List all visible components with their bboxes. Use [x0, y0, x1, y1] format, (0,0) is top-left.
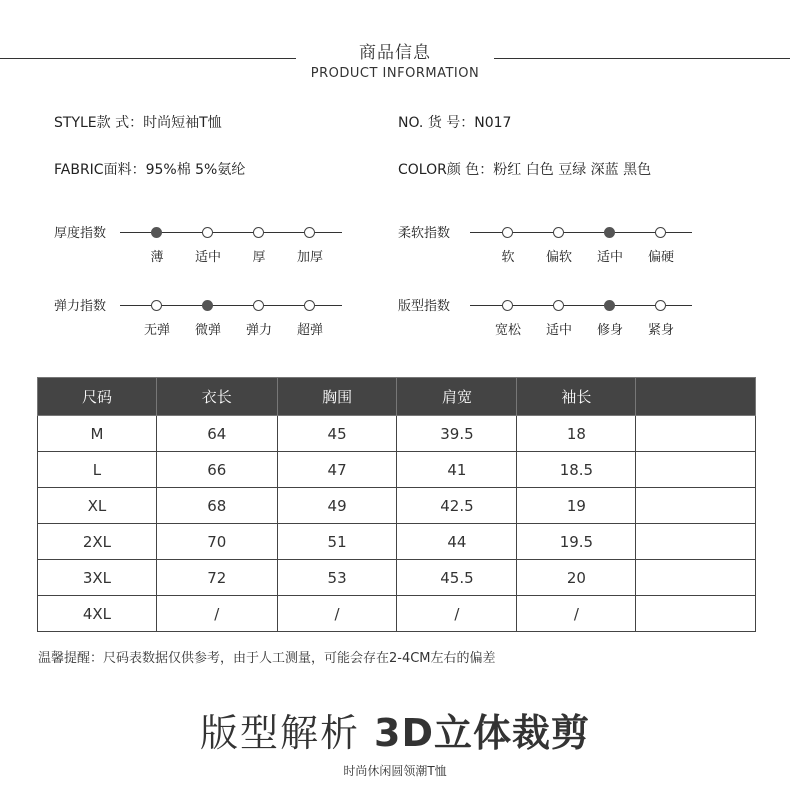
item-number-info: NO. 货 号：N017	[398, 115, 512, 131]
table-cell: /	[517, 596, 636, 632]
fit-scale-option: 宽松	[494, 323, 521, 338]
table-row	[38, 560, 756, 596]
table-cell: 3XL	[38, 560, 157, 596]
table-cell	[636, 524, 756, 560]
table-cell: 18	[517, 416, 636, 452]
elasticity-scale-dot	[202, 300, 213, 311]
header-size: 尺码	[38, 378, 157, 416]
fit-scale-dot	[604, 300, 615, 311]
table-cell	[636, 488, 756, 524]
table-cell: 42.5	[397, 488, 517, 524]
size-table-header	[38, 378, 756, 416]
table-cell: 41	[397, 452, 517, 488]
fit-scale-dot	[553, 300, 564, 311]
table-cell	[636, 596, 756, 632]
table-cell: 19	[517, 488, 636, 524]
fit-analysis-title-bold: 3D立体裁剪	[374, 711, 591, 755]
table-cell: 45	[277, 416, 397, 452]
fit-analysis-title-light: 版型解析	[199, 711, 375, 755]
table-cell: 19.5	[517, 524, 636, 560]
softness-scale-dot	[655, 227, 666, 238]
table-cell	[636, 560, 756, 596]
table-cell: 53	[277, 560, 397, 596]
size-table	[37, 377, 756, 632]
elasticity-scale-dot	[304, 300, 315, 311]
thickness-scale-label: 厚度指数	[54, 226, 107, 241]
table-cell: 44	[397, 524, 517, 560]
size-note: 温馨提醒：尺码表数据仅供参考，由于人工测量，可能会存在2-4CM左右的偏差	[38, 651, 496, 666]
fit-scale-option: 修身	[596, 323, 623, 338]
table-cell: 70	[156, 524, 277, 560]
table-cell: 51	[277, 524, 397, 560]
table-cell	[636, 416, 756, 452]
table-cell: 66	[156, 452, 277, 488]
fit-scale-option: 紧身	[647, 323, 674, 338]
thickness-scale-option: 厚	[252, 250, 266, 265]
elasticity-scale-dot	[253, 300, 264, 311]
thickness-scale-option: 薄	[150, 250, 164, 265]
fit-scale-dot	[502, 300, 513, 311]
header-sleeve: 袖长	[517, 378, 636, 416]
fit-analysis-title	[0, 702, 790, 757]
thickness-scale-dot	[304, 227, 315, 238]
thickness-scale-option: 适中	[194, 250, 221, 265]
table-row	[38, 524, 756, 560]
table-row	[38, 452, 756, 488]
header-chest: 胸围	[277, 378, 397, 416]
fit-scale-option: 适中	[545, 323, 572, 338]
table-cell: /	[277, 596, 397, 632]
thickness-scale-dot	[202, 227, 213, 238]
softness-scale-option: 偏软	[545, 250, 572, 265]
table-cell: 39.5	[397, 416, 517, 452]
fit-scale-label: 版型指数	[398, 299, 451, 314]
table-row	[38, 596, 756, 632]
elasticity-scale-option: 无弹	[143, 323, 170, 338]
softness-scale-dot	[553, 227, 564, 238]
table-cell: 47	[277, 452, 397, 488]
fit-analysis-subtitle: 时尚休闲圆领潮T恤	[343, 764, 447, 778]
softness-scale-option: 适中	[596, 250, 623, 265]
style-info: STYLE款 式：时尚短袖T恤	[54, 115, 222, 131]
thickness-scale-option: 加厚	[296, 250, 323, 265]
section-subtitle: PRODUCT INFORMATION	[310, 66, 480, 81]
header-shoulder: 肩宽	[397, 378, 517, 416]
table-cell	[636, 452, 756, 488]
table-cell: 64	[156, 416, 277, 452]
softness-scale-dot	[604, 227, 615, 238]
header-length: 衣长	[156, 378, 277, 416]
elasticity-scale-option: 超弹	[296, 323, 323, 338]
elasticity-scale-option: 弹力	[245, 323, 272, 338]
fabric-info: FABRIC面料：95%棉 5%氨纶	[54, 162, 246, 178]
table-cell: L	[38, 452, 157, 488]
table-cell: M	[38, 416, 157, 452]
table-cell: 45.5	[397, 560, 517, 596]
softness-scale-option: 偏硬	[647, 250, 674, 265]
softness-scale-label: 柔软指数	[398, 226, 451, 241]
table-cell: 18.5	[517, 452, 636, 488]
table-cell: XL	[38, 488, 157, 524]
table-row	[38, 488, 756, 524]
thickness-scale-dot	[253, 227, 264, 238]
table-cell: 49	[277, 488, 397, 524]
thickness-scale-dot	[151, 227, 162, 238]
table-cell: 2XL	[38, 524, 157, 560]
table-cell: /	[397, 596, 517, 632]
elasticity-scale-dot	[151, 300, 162, 311]
table-row	[38, 416, 756, 452]
table-cell: 72	[156, 560, 277, 596]
softness-scale-option: 软	[501, 250, 515, 265]
elasticity-scale-label: 弹力指数	[54, 299, 107, 314]
color-info: COLOR颜 色：粉红 白色 豆绿 深蓝 黑色	[398, 162, 652, 178]
table-cell: 68	[156, 488, 277, 524]
softness-scale-dot	[502, 227, 513, 238]
elasticity-scale-option: 微弹	[194, 323, 221, 338]
table-cell: 4XL	[38, 596, 157, 632]
header-empty	[636, 378, 756, 416]
table-cell: 20	[517, 560, 636, 596]
section-title: 商品信息	[359, 43, 431, 63]
table-cell: /	[156, 596, 277, 632]
fit-scale-dot	[655, 300, 666, 311]
